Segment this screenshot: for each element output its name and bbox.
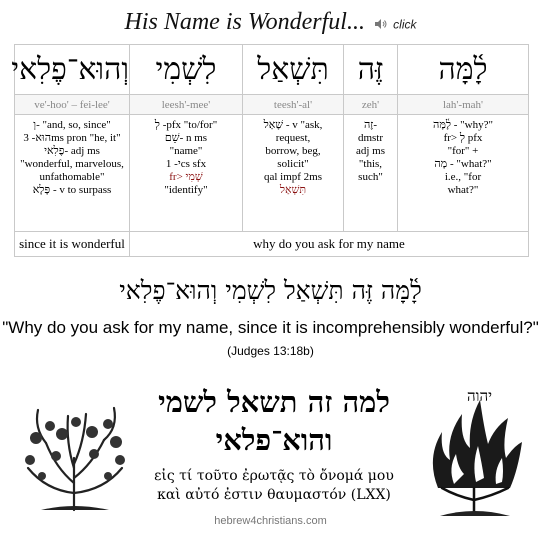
note-line: "wonderful, marvelous, <box>20 158 124 170</box>
note-line: י- 1cs sfx <box>165 158 207 170</box>
hebrew-word-5: וְהוּא־פֶלִאי <box>15 45 130 95</box>
note-line: borrow, beg, <box>265 145 321 157</box>
note-line: solicit" <box>277 158 309 170</box>
grammar-note-5 <box>15 115 130 232</box>
note-line: "for" + <box>447 145 479 157</box>
note-line: fr> שְׁמִי <box>169 171 203 183</box>
verse-reference: (Judges 13:18b) <box>227 344 314 358</box>
header <box>0 9 541 36</box>
note-line: פָּלָא - v to surpass <box>32 184 112 196</box>
note-line: לָ֫מָּה - "why?" <box>433 119 493 131</box>
note-line: שָׁאַל - v "ask, <box>263 119 323 131</box>
greek-line-1: εἰς τί τοῦτο ἐρωτᾷς τὸ ὄνομά μου <box>154 468 394 484</box>
modern-hebrew-line-2: והוא־פלאי <box>215 423 333 457</box>
note-line: what?" <box>447 184 479 196</box>
note-line: request, <box>275 132 311 144</box>
note-line: וְ- "and, so, since" <box>33 119 111 131</box>
note-line: fr> לְ pfx <box>443 132 483 144</box>
note-line: dmstr <box>357 132 384 144</box>
grammar-note-3 <box>243 115 344 232</box>
phrase-translation-row <box>15 232 529 257</box>
greek-septuagint-text <box>140 467 408 505</box>
note-line: such" <box>358 171 383 183</box>
note-line: i.e., "for <box>444 171 482 183</box>
grammar-note-2 <box>344 115 398 232</box>
english-translation <box>0 317 541 362</box>
audio-click-link[interactable]: click <box>393 17 417 32</box>
note-line: adj ms <box>355 145 386 157</box>
word-breakdown-table <box>11 44 529 257</box>
note-line: unfathomable" <box>39 171 105 183</box>
burning-bush-icon <box>418 388 530 524</box>
speaker-icon[interactable] <box>374 15 388 34</box>
transliteration-3: teesh'-al' <box>243 95 344 115</box>
grammar-notes-row <box>15 115 529 232</box>
note-line: מָה - "what?" <box>434 158 492 170</box>
divine-name: יהוה <box>467 387 493 405</box>
note-line: זֶה- <box>363 119 378 131</box>
bush-illustration-icon <box>16 398 134 518</box>
hebrew-word-4: לִשְׁמִי <box>130 45 243 95</box>
note-line: "this, <box>358 158 383 170</box>
transliteration-2: zeh' <box>344 95 398 115</box>
note-line: "name" <box>169 145 203 157</box>
modern-hebrew-line-1: למה זה תשאל לשמי <box>158 385 390 419</box>
modern-hebrew-text <box>140 383 408 459</box>
phrase-translation-left: since it is wonderful <box>15 232 130 257</box>
transliteration-5: ve'-hoo' – fei-lee' <box>15 95 130 115</box>
transliteration-1: lah'-mah' <box>398 95 529 115</box>
hebrew-word-2: זֶּה <box>344 45 398 95</box>
hebrew-verse: לָ֫מָּה זֶּה תִּשְׁאַל לִשְׁמִי וְהוּא־פֶלִאי <box>119 276 422 305</box>
hebrew-word-3: תִּשְׁאַל <box>243 45 344 95</box>
site-url[interactable]: hebrew4christians.com <box>214 515 327 527</box>
hebrew-word-row <box>15 45 529 95</box>
note-line: qal impf 2ms <box>263 171 323 183</box>
greek-line-2: καὶ αὐτό ἐστιν θαυμαστόν (LXX) <box>157 487 391 503</box>
note-line: שֵׁם- n ms <box>164 132 208 144</box>
note-line: תִּשְׁאַל <box>279 184 307 196</box>
english-verse: "Why do you ask for my name, since it is incomprehensibly wonderful?" <box>2 318 539 337</box>
note-line: לְ -pfx "to/for" <box>154 119 218 131</box>
note-line: פֶלִאי- adj ms <box>44 145 100 157</box>
hebrew-word-1: לָ֫מָּה <box>398 45 529 95</box>
page-title: His Name is Wonderful... <box>124 9 365 35</box>
transliteration-4: leesh'-mee' <box>130 95 243 115</box>
note-line: "identify" <box>164 184 208 196</box>
note-line: הוּא- 3ms pron "he, it" <box>23 132 121 144</box>
grammar-note-1 <box>398 115 529 232</box>
phrase-translation-right: why do you ask for my name <box>130 232 529 257</box>
grammar-note-4 <box>130 115 243 232</box>
transliteration-row <box>15 95 529 115</box>
